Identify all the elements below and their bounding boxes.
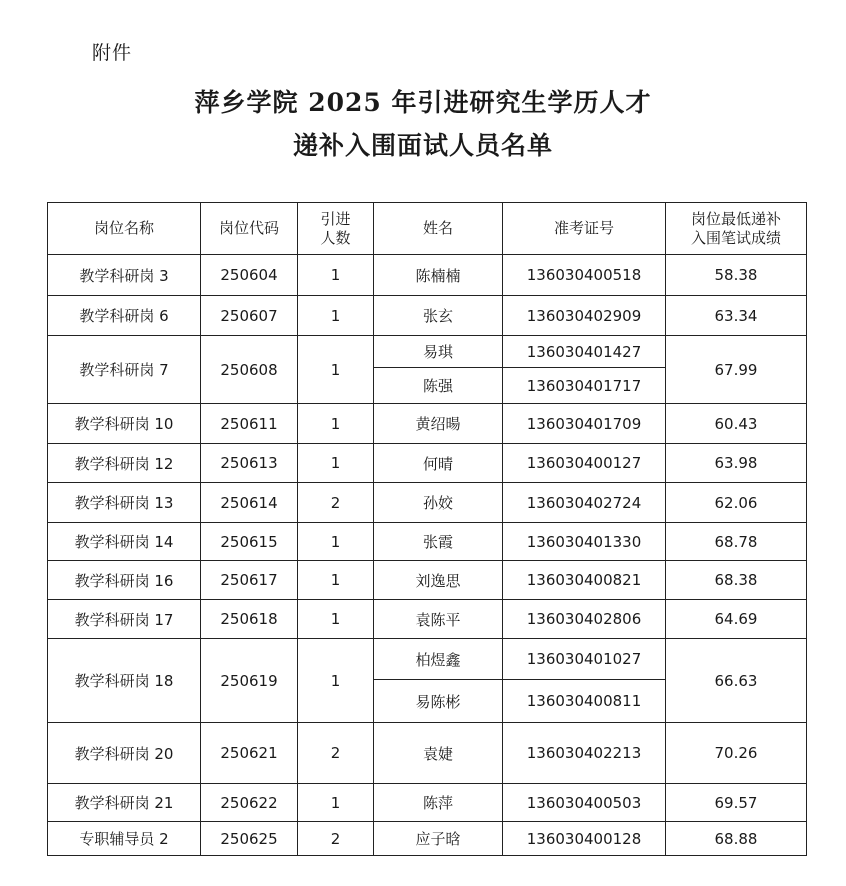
- document-title-line-1: 萍乡学院 2025 年引进研究生学历人才: [194, 88, 652, 117]
- header-min-score-line-2: 入围笔试成绩: [690, 228, 781, 247]
- candidate-name-cell: 易陈彬: [374, 680, 503, 723]
- table-row: [48, 483, 807, 523]
- min-score-cell: 63.98: [666, 444, 807, 483]
- position-code-cell: 250614: [201, 483, 298, 523]
- position-name-cell: 教学科研岗 12: [48, 444, 201, 483]
- min-score-cell: 60.43: [666, 404, 807, 444]
- min-score-cell: 63.34: [666, 296, 807, 336]
- exam-number-cell: 136030401427: [503, 336, 666, 368]
- exam-number-cell: 136030402724: [503, 483, 666, 523]
- quota-cell: 2: [298, 483, 374, 523]
- exam-number-cell: 136030402213: [503, 723, 666, 784]
- quota-cell: 1: [298, 404, 374, 444]
- table-row: [48, 723, 807, 784]
- header-row: [48, 203, 807, 255]
- position-name-cell: 教学科研岗 20: [48, 723, 201, 784]
- attachment-label: 附件: [92, 42, 133, 64]
- quota-cell: 1: [298, 255, 374, 296]
- candidate-name-cell: 袁婕: [374, 723, 503, 784]
- exam-number-cell: 136030400503: [503, 784, 666, 822]
- table-row: [48, 404, 807, 444]
- position-name-cell: 教学科研岗 6: [48, 296, 201, 336]
- candidate-name-cell: 黄绍暘: [374, 404, 503, 444]
- position-name-cell: 教学科研岗 3: [48, 255, 201, 296]
- header-quota: [298, 203, 374, 255]
- quota-cell: 1: [298, 600, 374, 639]
- candidate-name-cell: 柏煜鑫: [374, 639, 503, 680]
- candidate-name-cell: 陈强: [374, 368, 503, 404]
- position-code-cell: 250608: [201, 336, 298, 404]
- min-score-cell: 70.26: [666, 723, 807, 784]
- header-exam-no: 准考证号: [503, 203, 666, 255]
- table-row: [48, 296, 807, 336]
- min-score-cell: 62.06: [666, 483, 807, 523]
- min-score-cell: 68.38: [666, 561, 807, 600]
- position-code-cell: 250617: [201, 561, 298, 600]
- position-name-cell: 教学科研岗 10: [48, 404, 201, 444]
- min-score-cell: 69.57: [666, 784, 807, 822]
- min-score-cell: 68.88: [666, 822, 807, 856]
- candidate-name-cell: 何晴: [374, 444, 503, 483]
- position-code-cell: 250615: [201, 523, 298, 561]
- quota-cell: 1: [298, 784, 374, 822]
- position-name-cell: 教学科研岗 16: [48, 561, 201, 600]
- position-code-cell: 250625: [201, 822, 298, 856]
- table-row: [48, 600, 807, 639]
- candidate-name-cell: 刘逸思: [374, 561, 503, 600]
- quota-cell: 1: [298, 523, 374, 561]
- min-score-cell: 67.99: [666, 336, 807, 404]
- quota-cell: 2: [298, 822, 374, 856]
- table-row: [48, 561, 807, 600]
- position-code-cell: 250621: [201, 723, 298, 784]
- candidate-name-cell: 孙姣: [374, 483, 503, 523]
- header-position-name: 岗位名称: [48, 203, 201, 255]
- candidate-name-cell: 陈楠楠: [374, 255, 503, 296]
- quota-cell: 1: [298, 296, 374, 336]
- header-quota-line-1: 引进: [320, 209, 351, 228]
- exam-number-cell: 136030401027: [503, 639, 666, 680]
- exam-number-cell: 136030400127: [503, 444, 666, 483]
- exam-number-cell: 136030400811: [503, 680, 666, 723]
- header-min-score: [666, 203, 807, 255]
- table-row: [48, 523, 807, 561]
- table-row: [48, 336, 807, 368]
- quota-cell: 2: [298, 723, 374, 784]
- exam-number-cell: 136030400821: [503, 561, 666, 600]
- candidate-name-cell: 张玄: [374, 296, 503, 336]
- candidate-name-cell: 应子晗: [374, 822, 503, 856]
- min-score-cell: 68.78: [666, 523, 807, 561]
- header-quota-line-2: 人数: [320, 228, 351, 247]
- table-row: [48, 822, 807, 856]
- position-code-cell: 250618: [201, 600, 298, 639]
- table-row: [48, 255, 807, 296]
- exam-number-cell: 136030400518: [503, 255, 666, 296]
- exam-number-cell: 136030402806: [503, 600, 666, 639]
- header-position-code: 岗位代码: [201, 203, 298, 255]
- quota-cell: 1: [298, 336, 374, 404]
- candidate-name-cell: 袁陈平: [374, 600, 503, 639]
- position-code-cell: 250604: [201, 255, 298, 296]
- candidate-name-cell: 易琪: [374, 336, 503, 368]
- quota-cell: 1: [298, 444, 374, 483]
- min-score-cell: 64.69: [666, 600, 807, 639]
- position-name-cell: 教学科研岗 21: [48, 784, 201, 822]
- min-score-cell: 58.38: [666, 255, 807, 296]
- position-name-cell: 教学科研岗 13: [48, 483, 201, 523]
- position-name-cell: 教学科研岗 14: [48, 523, 201, 561]
- position-name-cell: 教学科研岗 7: [48, 336, 201, 404]
- position-code-cell: 250619: [201, 639, 298, 723]
- document-title-line-2: 递补入围面试人员名单: [292, 131, 553, 160]
- exam-number-cell: 136030402909: [503, 296, 666, 336]
- candidate-name-cell: 张霞: [374, 523, 503, 561]
- position-code-cell: 250607: [201, 296, 298, 336]
- candidate-table: [47, 202, 807, 856]
- table-row: [48, 784, 807, 822]
- header-name: 姓名: [374, 203, 503, 255]
- exam-number-cell: 136030400128: [503, 822, 666, 856]
- table-row: [48, 444, 807, 483]
- table-row: [48, 639, 807, 680]
- exam-number-cell: 136030401709: [503, 404, 666, 444]
- position-name-cell: 专职辅导员 2: [48, 822, 201, 856]
- header-min-score-line-1: 岗位最低递补: [690, 209, 781, 228]
- candidate-name-cell: 陈萍: [374, 784, 503, 822]
- min-score-cell: 66.63: [666, 639, 807, 723]
- quota-cell: 1: [298, 639, 374, 723]
- position-code-cell: 250622: [201, 784, 298, 822]
- position-code-cell: 250611: [201, 404, 298, 444]
- quota-cell: 1: [298, 561, 374, 600]
- position-name-cell: 教学科研岗 18: [48, 639, 201, 723]
- exam-number-cell: 136030401330: [503, 523, 666, 561]
- position-name-cell: 教学科研岗 17: [48, 600, 201, 639]
- position-code-cell: 250613: [201, 444, 298, 483]
- exam-number-cell: 136030401717: [503, 368, 666, 404]
